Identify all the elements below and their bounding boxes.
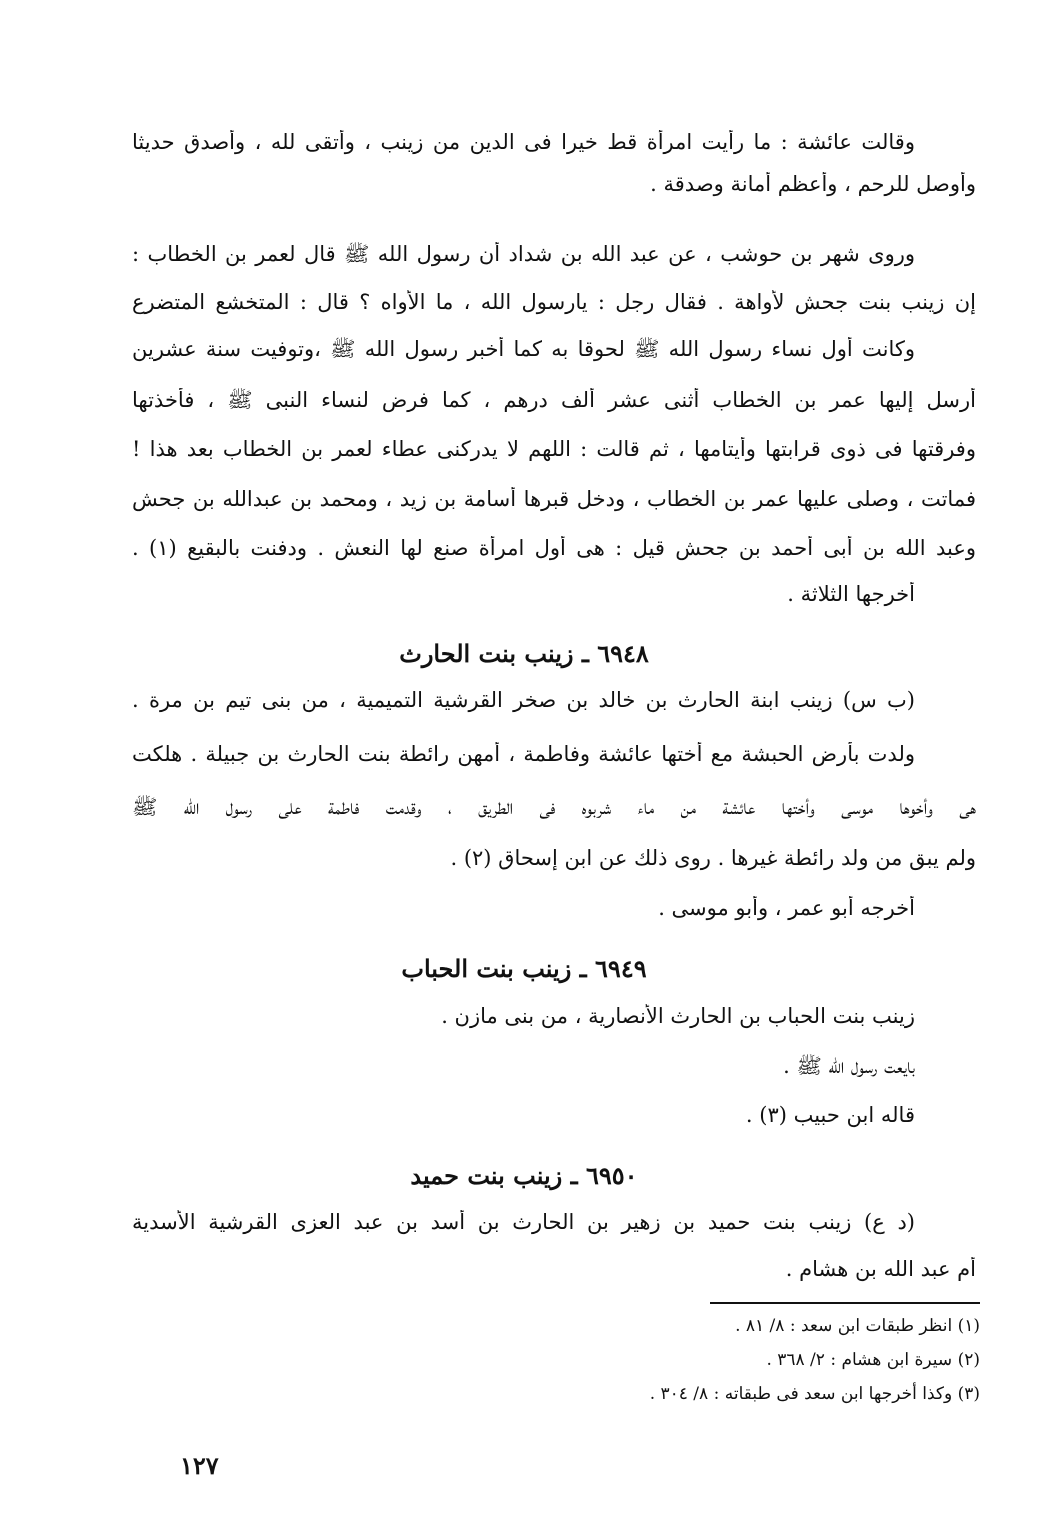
page-number: ١٢٧ [180,1451,219,1480]
footnote: (٢) سيرة ابن هشام : ٢/ ٣٦٨ . [766,1350,980,1370]
text-line: وكانت أول نساء رسول الله ﷺ لحوقا به كما أخبر رسول الله ﷺ ،وتوفيت سنة عشرين [132,337,915,361]
text-line: (ب س) زينب ابنة الحارث بن خالد بن صخر القرشية التميمية ، من بنى تيم بن مرة . [132,688,915,712]
text-line: وعبد الله بن أبى أحمد بن جحش قيل : هى أول امرأة صنع لها النعش . ودفنت بالبقيع (١) . [132,536,976,560]
text-line: (د ع) زينب بنت حميد بن زهير بن الحارث بن أسد بن عبد العزى القرشية الأسدية [132,1210,915,1234]
text-line: قاله ابن حبيب (٣) . [745,1103,915,1127]
text-line: وقالت عائشة : ما رأيت امرأة قط خيرا فى الدين من زينب ، وأتقى لله ، وأصدق حديثا [132,130,915,154]
text-line: وفرقتها فى ذوى قرابتها وأيتامها ، ثم قالت : اللهم لا يدركنى عطاء لعمر بن الخطاب بعد هذا ! [132,437,976,461]
entry-heading: ٦٩٤٨ ـ زينب بنت الحارث [399,639,649,668]
text-line: ولم يبق من ولد رائطة غيرها . روى ذلك عن ابن إسحاق (٢) . [450,846,976,870]
footnote-divider [710,1302,980,1304]
text-line: وروى شهر بن حوشب ، عن عبد الله بن شداد أن رسول الله ﷺ قال لعمر بن الخطاب : [132,242,915,266]
text-line: إن زينب بنت جحش لأواهة . فقال رجل : يارسول الله ، ما الأواه ؟ قال : المتخشع المتضرع [132,290,976,314]
text-line: ولدت بأرض الحبشة مع أختها عائشة وفاطمة ، أمهن رائطة بنت الحارث بن جبيلة . هلكت [132,742,915,766]
text-line: أرسل إليها عمر بن الخطاب أثنى عشر ألف درهم ، كما فرض لنساء النبى ﷺ ، فأخذتها [132,388,976,412]
footnote: (١) انظر طبقات ابن سعد : ٨/ ٨١ . [735,1316,980,1336]
text-line: فماتت ، وصلى عليها عمر بن الخطاب ، ودخل قبرها أسامة بن زيد ، ومحمد بن عبدالله بن جحش [132,487,976,511]
text-line: أخرجه أبو عمر ، وأبو موسى . [658,896,915,920]
entry-heading: ٦٩٥٠ ـ زينب بنت حميد [410,1161,638,1190]
text-line: أخرجها الثلاثة . [787,582,915,606]
text-line: بايعت رسول الله ﷺ . [783,1054,915,1078]
entry-heading: ٦٩٤٩ ـ زينب بنت الحباب [401,954,647,983]
text-line: زينب بنت الحباب بن الحارث الأنصارية ، من بنى مازن . [441,1004,915,1028]
text-line: أم عبد الله بن هشام . [785,1257,976,1281]
footnote: (٣) وكذا أخرجها ابن سعد فى طبقاته : ٨/ ٣٠٤ . [649,1384,980,1404]
text-line: هى وأخوها موسى وأختها عائشة من ماء شربوه فى الطريق ، وقدمت فاطمة على رسول الله ﷺ [132,795,976,819]
text-line: وأوصل للرحم ، وأعظم أمانة وصدقة . [650,172,976,196]
